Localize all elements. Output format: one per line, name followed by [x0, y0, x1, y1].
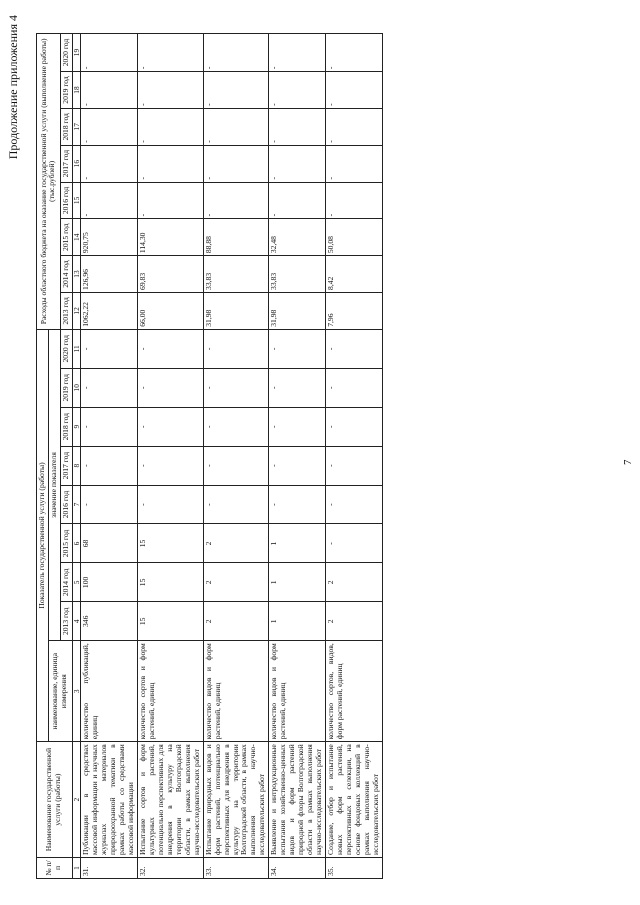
expense-value: 66,00 — [137, 292, 203, 329]
indicator-value: 1 — [269, 602, 326, 641]
row-number: 31. — [81, 857, 138, 878]
column-index: 17 — [72, 108, 80, 145]
expense-year-header: 2017 год — [60, 145, 72, 182]
indicator-value: - — [81, 485, 138, 524]
expense-value: - — [137, 72, 203, 109]
service-name: Выявление и интродукционные испытания хозяйственно-ценных видов и форм растений природной флоры Волгоградской области в рамках выполнения научно-исследовательских работ — [269, 742, 326, 858]
expense-value: 88,88 — [203, 219, 269, 256]
indicator-value: - — [81, 446, 138, 485]
expense-value: - — [81, 108, 138, 145]
indicator-unit: количество видов и форм растений, единиц — [269, 641, 326, 742]
indicator-value: 100 — [81, 563, 138, 602]
row-number: 35. — [326, 857, 383, 878]
expense-value: 1062,22 — [81, 292, 138, 329]
indicator-value: 2 — [326, 602, 383, 641]
expense-value: - — [81, 182, 138, 219]
header-service-name: Наименование государственной услуги (работы) — [37, 742, 73, 858]
expense-value: - — [269, 34, 326, 72]
indicator-year-header: 2013 год — [60, 602, 72, 641]
indicator-value: - — [137, 407, 203, 446]
indicator-value: - — [326, 485, 383, 524]
service-name: Публикации в средствах массовой информации и научных журналах материалов природоохранной тематики в рамках работы со средствами массовой информации — [81, 742, 138, 858]
indicator-value: - — [203, 368, 269, 407]
column-index-row — [72, 34, 80, 879]
expense-value: 126,96 — [81, 256, 138, 293]
column-index: 15 — [72, 182, 80, 219]
indicator-value: 15 — [137, 563, 203, 602]
indicator-unit: количество публикаций, единиц — [81, 641, 138, 742]
indicator-value: 15 — [137, 524, 203, 563]
expense-value: 7,96 — [326, 292, 383, 329]
indicator-value: 1 — [269, 563, 326, 602]
header-expenses-group: Расходы областного бюджета на оказание государственной услуги (выполнение работы) (тыс.рублей) — [37, 34, 61, 330]
indicator-value: - — [81, 368, 138, 407]
indicator-year-header: 2014 год — [60, 563, 72, 602]
expense-value: 8,42 — [326, 256, 383, 293]
column-index: 10 — [72, 368, 80, 407]
expense-value: 50,08 — [326, 219, 383, 256]
budget-table — [36, 33, 383, 879]
expense-value: - — [326, 182, 383, 219]
expense-value: - — [203, 145, 269, 182]
expense-value: - — [269, 108, 326, 145]
column-index: 2 — [72, 742, 80, 858]
indicator-value: - — [81, 407, 138, 446]
header-indicator-group: Показатель государственной услуги (работы) — [37, 329, 49, 741]
column-index: 16 — [72, 145, 80, 182]
indicator-value: - — [326, 524, 383, 563]
indicator-year-header: 2018 год — [60, 407, 72, 446]
expense-value: 114,30 — [137, 219, 203, 256]
indicator-value: - — [137, 485, 203, 524]
expense-year-header: 2019 год — [60, 72, 72, 109]
indicator-value: - — [203, 446, 269, 485]
expense-value: 33,83 — [203, 256, 269, 293]
expense-value: - — [137, 145, 203, 182]
indicator-unit: количество сортов, видов, форм растений, единиц — [326, 641, 383, 742]
service-name: Испытание сортов и форм культурных растений, потенциально перспективных для внедрения в культуру на территории Волгоградской области, в рамках выполнения научно-исследовательских работ — [137, 742, 203, 858]
page-number: 7 — [622, 459, 634, 465]
column-index: 5 — [72, 563, 80, 602]
indicator-value: - — [269, 407, 326, 446]
expense-value: 31,98 — [203, 292, 269, 329]
expense-year-header: 2014 год — [60, 256, 72, 293]
header-indicator-value: значение показателя — [48, 329, 60, 641]
expense-value: - — [269, 182, 326, 219]
expense-value: 31,98 — [269, 292, 326, 329]
service-name: Создание, отбор и испытание новых форм растений, перспективных в селекции, на основе фондовых коллекций в рамках выполнения научно-исследовательских работ — [326, 742, 383, 858]
indicator-value: 2 — [203, 563, 269, 602]
indicator-unit: количество видов и форм растений, единиц — [203, 641, 269, 742]
indicator-value: - — [137, 368, 203, 407]
indicator-value: - — [203, 407, 269, 446]
expense-value: 33,83 — [269, 256, 326, 293]
expense-value: - — [203, 72, 269, 109]
indicator-value: - — [137, 446, 203, 485]
column-index: 3 — [72, 641, 80, 742]
indicator-year-header: 2019 год — [60, 368, 72, 407]
table-row — [269, 34, 326, 879]
indicator-value: - — [326, 368, 383, 407]
column-index: 12 — [72, 292, 80, 329]
row-number: 32. — [137, 857, 203, 878]
header-indicator-name: наименование, единица измерения — [48, 641, 72, 742]
table-row — [326, 34, 383, 879]
indicator-value: - — [269, 368, 326, 407]
indicator-value: - — [269, 329, 326, 368]
expense-year-header: 2020 год — [60, 34, 72, 72]
table-row — [81, 34, 138, 879]
expense-year-header: 2015 год — [60, 219, 72, 256]
expense-value: 920,75 — [81, 219, 138, 256]
column-index: 6 — [72, 524, 80, 563]
expense-value: - — [326, 34, 383, 72]
indicator-value: 2 — [203, 524, 269, 563]
expense-value: - — [81, 34, 138, 72]
indicator-year-header: 2016 год — [60, 485, 72, 524]
expense-value: - — [203, 182, 269, 219]
indicator-value: - — [81, 329, 138, 368]
expense-value: - — [81, 72, 138, 109]
service-name: Испытание природных видов и форм растений, потенциально перспективных для внедрения в культуру на территории Волгоградской области, в рамках выполнения научно-исследовательских работ — [203, 742, 269, 858]
expense-value: - — [269, 145, 326, 182]
row-number: 34. — [269, 857, 326, 878]
indicator-value: - — [269, 485, 326, 524]
indicator-value: - — [269, 446, 326, 485]
column-index: 19 — [72, 34, 80, 72]
expense-value: 69,83 — [137, 256, 203, 293]
indicator-year-header: 2015 год — [60, 524, 72, 563]
row-number: 33. — [203, 857, 269, 878]
indicator-value: 346 — [81, 602, 138, 641]
continuation-title: Продолжение приложения 4 — [6, 15, 20, 160]
expense-value: - — [326, 145, 383, 182]
expense-year-header: 2013 год — [60, 292, 72, 329]
indicator-value: - — [203, 485, 269, 524]
expense-year-header: 2016 год — [60, 182, 72, 219]
column-index: 13 — [72, 256, 80, 293]
expense-value: - — [326, 108, 383, 145]
indicator-year-header: 2020 год — [60, 329, 72, 368]
table-row — [203, 34, 269, 879]
expense-value: - — [81, 145, 138, 182]
indicator-value: - — [326, 329, 383, 368]
indicator-value: 2 — [203, 602, 269, 641]
indicator-unit: количество сортов и форм растений, единиц — [137, 641, 203, 742]
expense-value: - — [137, 182, 203, 219]
header-no: № п/п — [37, 857, 73, 878]
column-index: 1 — [72, 857, 80, 878]
column-index: 7 — [72, 485, 80, 524]
expense-value: - — [137, 108, 203, 145]
expense-year-header: 2018 год — [60, 108, 72, 145]
expense-value: - — [203, 108, 269, 145]
indicator-value: 68 — [81, 524, 138, 563]
column-index: 18 — [72, 72, 80, 109]
indicator-value: 1 — [269, 524, 326, 563]
expense-value: 32,48 — [269, 219, 326, 256]
column-index: 8 — [72, 446, 80, 485]
column-index: 11 — [72, 329, 80, 368]
column-index: 4 — [72, 602, 80, 641]
expense-value: - — [203, 34, 269, 72]
column-index: 9 — [72, 407, 80, 446]
expense-value: - — [269, 72, 326, 109]
table-row — [137, 34, 203, 879]
indicator-value: 2 — [326, 563, 383, 602]
column-index: 14 — [72, 219, 80, 256]
indicator-value: - — [326, 407, 383, 446]
indicator-value: 15 — [137, 602, 203, 641]
indicator-value: - — [203, 329, 269, 368]
expense-value: - — [137, 34, 203, 72]
indicator-value: - — [137, 329, 203, 368]
indicator-year-header: 2017 год — [60, 446, 72, 485]
expense-value: - — [326, 72, 383, 109]
table-body — [81, 34, 383, 879]
indicator-value: - — [326, 446, 383, 485]
